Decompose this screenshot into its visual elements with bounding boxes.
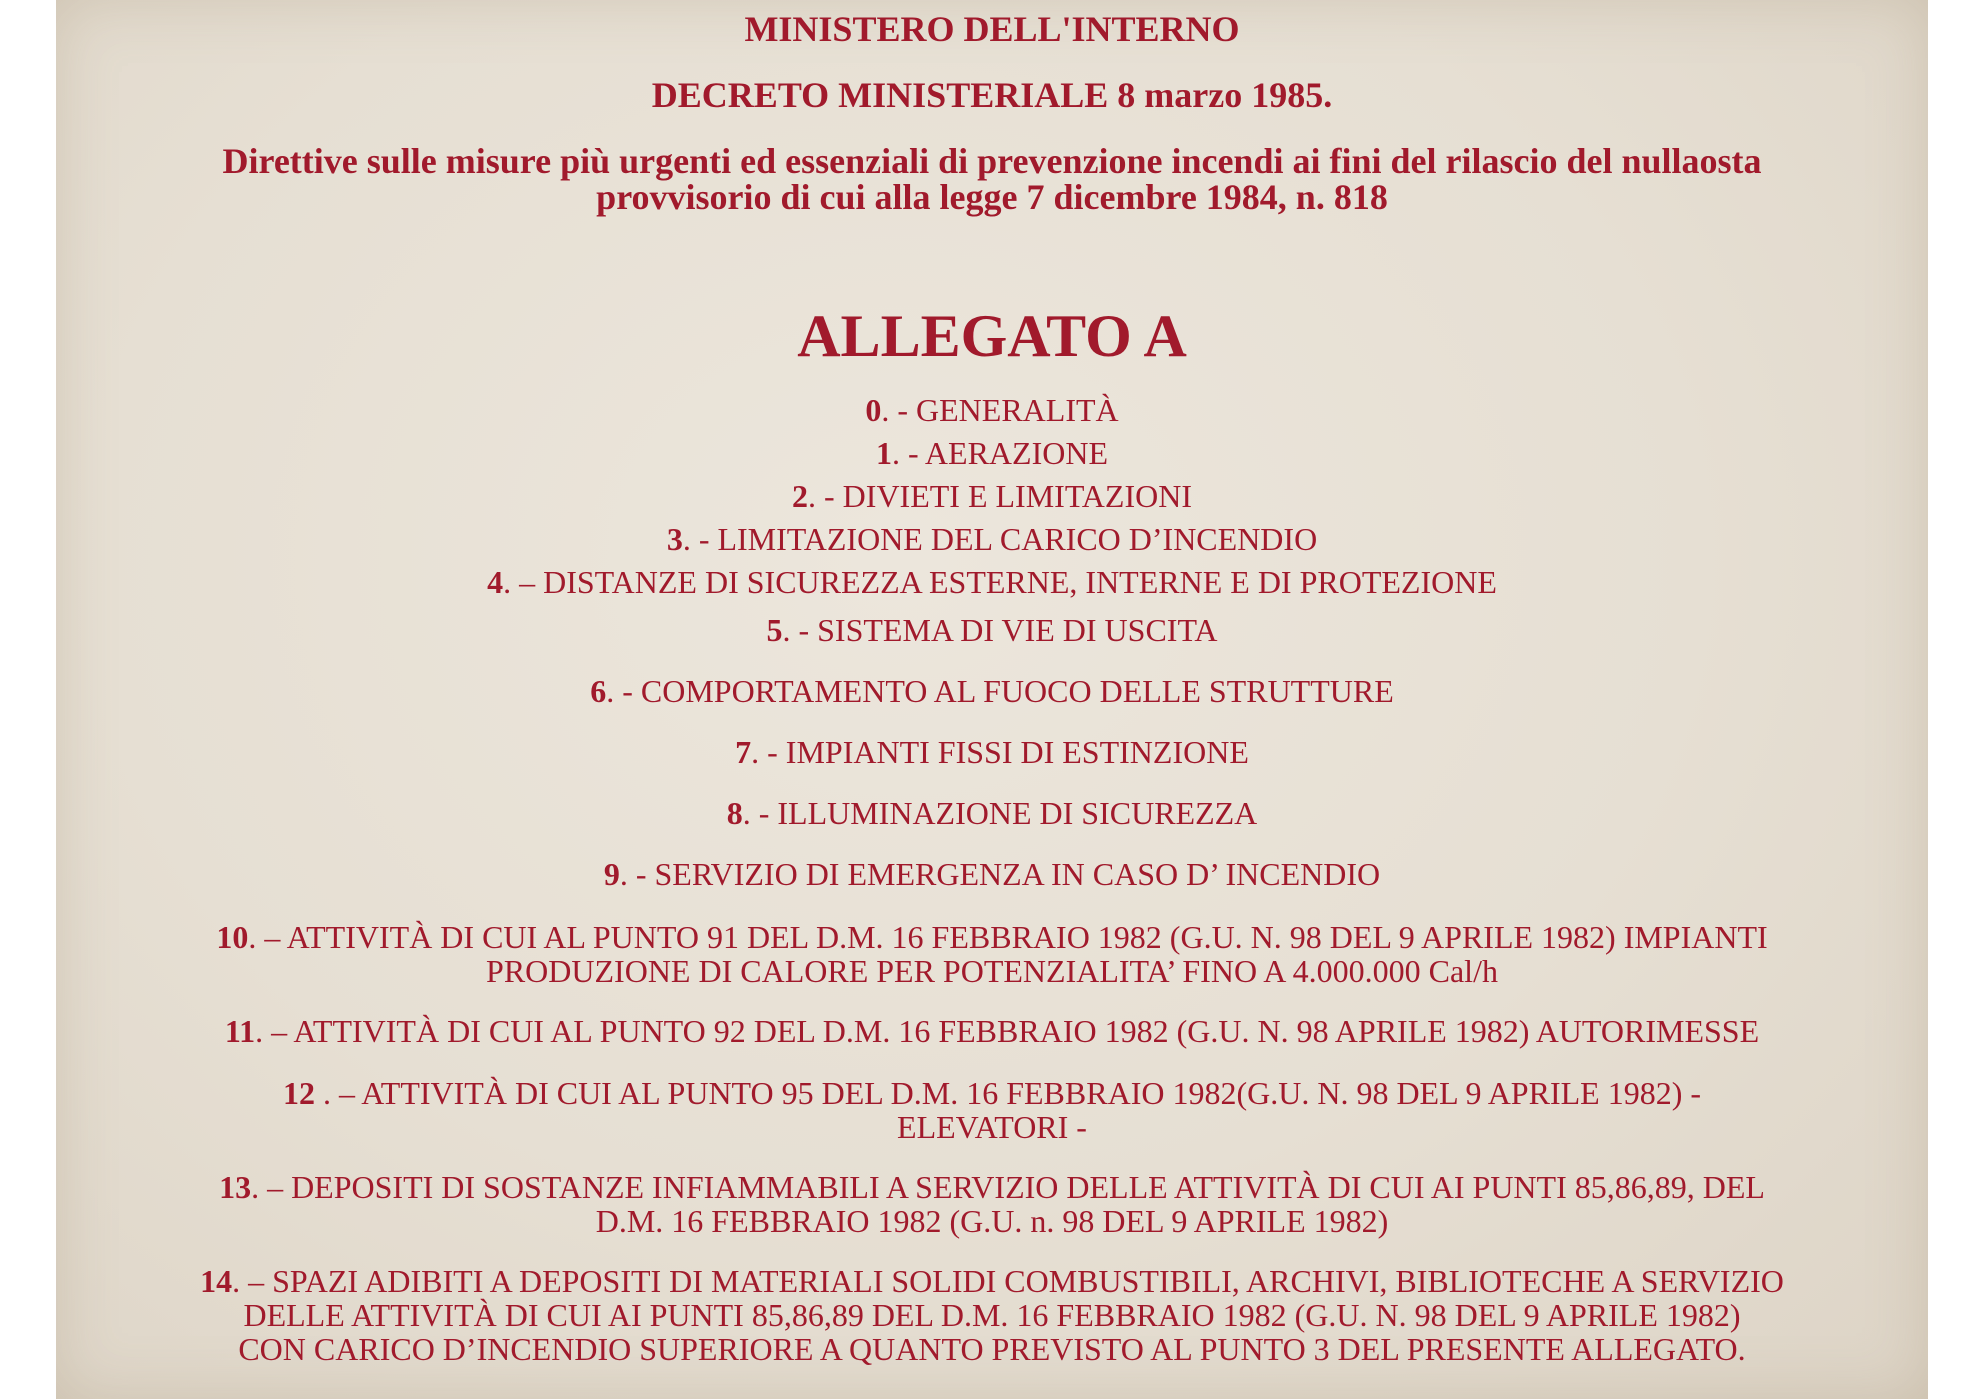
list-item-13: 13. – DEPOSITI DI SOSTANZE INFIAMMABILI A SERVIZIO DELLE ATTIVITÀ DI CUI AI PUNTI 85,86,89, DEL D.M. 16 FEBBRAIO 1982 (G.U. n. 98 DEL 9 APRILE 1982) bbox=[219, 1169, 1765, 1239]
list-item: 8. - ILLUMINAZIONE DI SICUREZZA bbox=[726, 795, 1258, 831]
document-page bbox=[56, 0, 1928, 1399]
list-item-10: 10. – ATTIVITÀ DI CUI AL PUNTO 91 DEL D.M. 16 FEBBRAIO 1982 (G.U. N. 98 DEL 9 APRILE 1982) IMPIANTI PRODUZIONE DI CALORE PER POTENZIALITA’ FINO A 4.000.000 Cal/h bbox=[216, 919, 1768, 989]
list-item-11: 11. – ATTIVITÀ DI CUI AL PUNTO 92 DEL D.M. 16 FEBBRAIO 1982 (G.U. N. 98 APRILE 1982) AUTORIMESSE bbox=[224, 1013, 1760, 1049]
list-item-12: 12 . – ATTIVITÀ DI CUI AL PUNTO 95 DEL D.M. 16 FEBBRAIO 1982(G.U. N. 98 DEL 9 APRILE 1982) - ELEVATORI - bbox=[282, 1075, 1701, 1145]
list-item: 2. - DIVIETI E LIMITAZIONI bbox=[792, 478, 1192, 514]
list-item: 5. - SISTEMA DI VIE DI USCITA bbox=[766, 612, 1218, 648]
annex-title: ALLEGATO A bbox=[797, 303, 1187, 369]
list-item: 7. - IMPIANTI FISSI DI ESTINZIONE bbox=[735, 734, 1249, 770]
list-item: 9. - SERVIZIO DI EMERGENZA IN CASO D’ INCENDIO bbox=[603, 856, 1381, 892]
decree-subject-line-1: Direttive sulle misure più urgenti ed essenziali di prevenzione incendi ai fini del rilascio del nullaosta bbox=[222, 141, 1762, 181]
list-item: 1. - AERAZIONE bbox=[876, 435, 1108, 471]
list-item: 0. - GENERALITÀ bbox=[865, 392, 1119, 428]
ministry-title: MINISTERO DELL'INTERNO bbox=[744, 9, 1240, 49]
decree-subject-line-2: provvisorio di cui alla legge 7 dicembre 1984, n. 818 bbox=[596, 177, 1388, 217]
list-item: 3. - LIMITAZIONE DEL CARICO D’INCENDIO bbox=[666, 521, 1318, 557]
list-item: 6. - COMPORTAMENTO AL FUOCO DELLE STRUTTURE bbox=[590, 673, 1394, 709]
list-item-14: 14. – SPAZI ADIBITI A DEPOSITI DI MATERIALI SOLIDI COMBUSTIBILI, ARCHIVI, BIBLIOTECHE A SERVIZIO DELLE ATTIVITÀ DI CUI AI PUNTI 85,86,89 DEL D.M. 16 FEBBRAIO 1982 (G.U. N. 98 DEL 9 APRILE 1982) CON CARICO D’INCENDIO SUPERIORE A QUANTO PREVISTO AL PUNTO 3 DEL PRESENTE ALLEGATO. bbox=[200, 1263, 1784, 1367]
list-item: 4. – DISTANZE DI SICUREZZA ESTERNE, INTERNE E DI PROTEZIONE bbox=[487, 564, 1497, 600]
decree-title: DECRETO MINISTERIALE 8 marzo 1985. bbox=[651, 75, 1333, 115]
